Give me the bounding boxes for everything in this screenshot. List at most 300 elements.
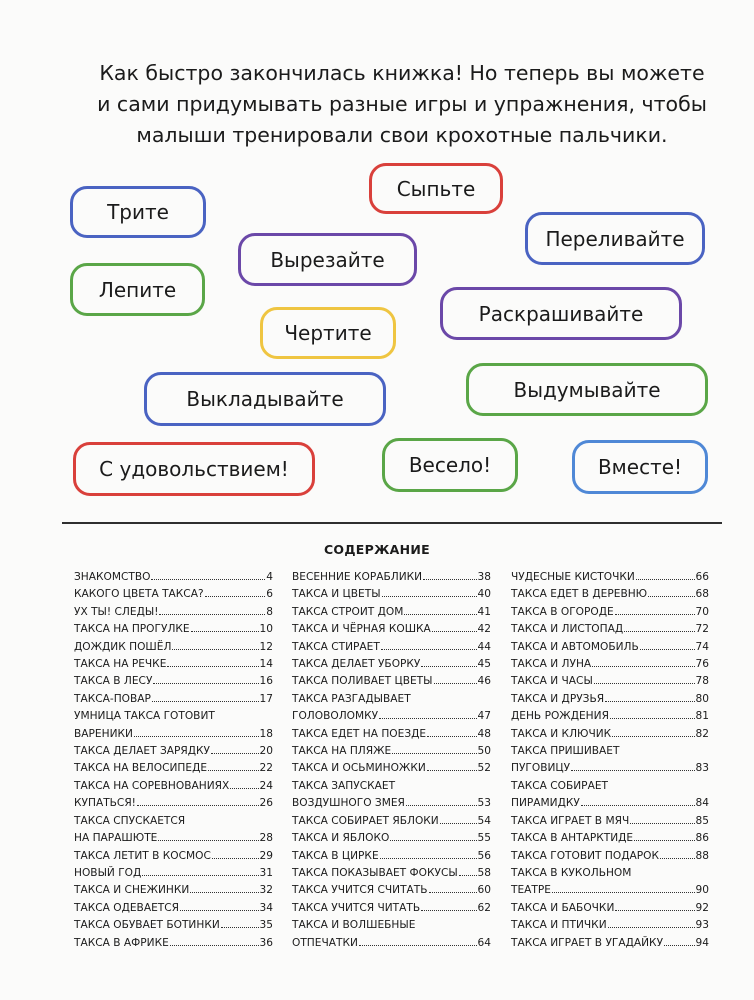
toc-page-number: 44 [477,640,491,653]
toc-entry [292,917,491,952]
toc-entry [292,726,491,743]
toc-entry-title: ТАКСА НА СОРЕВНОВАНИЯХ [74,779,230,792]
toc-entry-title: ТАКСА НА ВЕЛОСИПЕДЕ [74,762,208,775]
toc-leader-dots [648,596,694,597]
toc-entry [74,639,273,656]
intro-paragraph [62,58,742,151]
word-badge-chertite: Чертите [260,307,396,359]
toc-entry-line [74,917,273,934]
toc-entry [292,743,491,760]
toc-entry-title: УМНИЦА ТАКСА ГОТОВИТ [74,710,215,723]
toc-entry-line [511,813,709,830]
toc-page-number: 80 [695,692,709,705]
toc-entry [74,743,273,760]
toc-leader-dots [664,945,694,946]
toc-entry-line [511,569,709,586]
word-badge-sypte: Сыпьте [369,163,503,214]
toc-entry-line [292,586,491,603]
toc-entry [292,673,491,690]
toc-leader-dots [459,875,477,876]
toc-leader-dots [429,892,477,893]
toc-entry-title: ТАКСА И ЧЁРНАЯ КОШКА [292,623,431,636]
toc-entry-line [292,691,491,708]
toc-entry-title: ТАКСА ЛЕТИТ В КОСМОС [74,849,211,862]
toc-entry-title: ТАКСА ДЕЛАЕТ ЗАРЯДКУ [74,745,211,758]
toc-leader-dots [170,945,259,946]
toc-leader-dots [158,840,258,841]
toc-entry-title: ТАКСА СПУСКАЕТСЯ [74,814,186,827]
toc-entry-line [74,813,273,830]
toc-entry-line [74,795,273,812]
toc-entry [74,778,273,795]
toc-entry-line [74,900,273,917]
toc-entry-title: ТАКСА И ЛИСТОПАД [511,623,624,636]
toc-entry-line [511,639,709,656]
toc-page-number: 53 [477,797,491,810]
toc-entry-title: НОВЫЙ ГОД [74,866,142,879]
toc-entry-title: ТАКСА И ЛУНА [511,658,592,671]
toc-leader-dots [172,649,258,650]
toc-page-number: 90 [695,884,709,897]
toc-entry [511,691,709,708]
toc-entry-line [292,795,491,812]
toc-entry-title: ПУГОВИЦУ [511,762,571,775]
toc-entry-line [511,743,709,760]
toc-entry-line [74,586,273,603]
toc-entry-line [292,848,491,865]
toc-leader-dots [427,736,476,737]
toc-page-number: 47 [477,710,491,723]
toc-entry-line [74,726,273,743]
toc-leader-dots [379,718,476,719]
toc-entry-line [292,673,491,690]
toc-page-number: 8 [266,605,273,618]
word-badge-vykladyvayte: Выкладывайте [144,372,386,426]
toc-entry [511,778,709,813]
toc-page-number: 58 [477,866,491,879]
toc-page-number: 78 [695,675,709,688]
toc-entry-line [511,708,709,725]
toc-page-number: 35 [259,919,273,932]
toc-entry-line [292,830,491,847]
toc-leader-dots [180,910,259,911]
toc-entry-title: ТАКСА И ПТИЧКИ [511,919,607,932]
toc-entry [74,760,273,777]
toc-entry-line [74,778,273,795]
toc-page-number: 41 [477,605,491,618]
toc-leader-dots [421,910,476,911]
toc-page-number: 94 [695,936,709,949]
toc-entry [74,900,273,917]
toc-page-number: 50 [477,745,491,758]
toc-leader-dots [208,770,258,771]
toc-entry-line [292,656,491,673]
toc-entry-line [511,778,709,795]
toc-entry [292,691,491,726]
toc-page-number: 38 [477,571,491,583]
toc-leader-dots [137,805,259,806]
toc-entry-line [74,569,273,586]
toc-entry [511,830,709,847]
toc-page-number: 81 [695,710,709,723]
toc-entry [74,586,273,603]
toc-entry-title: ОТПЕЧАТКИ [292,936,358,949]
toc-entry [74,935,273,952]
toc-page-number: 17 [259,692,273,705]
toc-page-number: 93 [695,919,709,932]
toc-entry-title: ЧУДЕСНЫЕ КИСТОЧКИ [511,571,635,583]
toc-entry-line [511,726,709,743]
word-badge-veselo: Весело! [382,438,518,492]
word-badge-lepite: Лепите [70,263,205,316]
toc-entry-line [74,604,273,621]
toc-entry-title: ТАКСА И ЧАСЫ [511,675,593,688]
toc-entry-line [74,760,273,777]
toc-page-number: 82 [695,727,709,740]
word-badge-vyrezayte: Вырезайте [238,233,417,286]
toc-entry-line [511,586,709,603]
toc-page-number: 85 [695,814,709,827]
toc-entry [74,917,273,934]
toc-entry-title: ТАКСА СОБИРАЕТ [511,779,608,792]
toc-page-number: 10 [259,623,273,636]
toc-leader-dots [205,596,266,597]
toc-entry-title: ТАКСА ОБУВАЕТ БОТИНКИ [74,919,220,932]
toc-leader-dots [615,614,695,615]
toc-page-number: 83 [695,762,709,775]
toc-entry [74,865,273,882]
toc-leader-dots [421,666,476,667]
toc-leader-dots [406,805,477,806]
toc-entry-title: ТАКСА В ЦИРКЕ [292,849,379,862]
toc-entry-title: ТАКСА И СНЕЖИНКИ [74,884,190,897]
toc-entry [292,639,491,656]
toc-entry-line [292,639,491,656]
toc-entry-title: ТАКСА СТИРАЕТ [292,640,380,653]
toc-leader-dots [640,649,695,650]
toc-entry-line [292,743,491,760]
toc-entry [292,604,491,621]
toc-entry-title: ТАКСА УЧИТСЯ ЧИТАТЬ [292,901,421,914]
toc-entry [74,882,273,899]
toc-entry-title: ТАКСА ДЕЛАЕТ УБОРКУ [292,658,421,671]
toc-entry [292,865,491,882]
toc-entry-title: ТАКСА НА РЕЧКЕ [74,658,167,671]
toc-entry [74,673,273,690]
toc-entry [292,882,491,899]
toc-leader-dots [211,753,259,754]
toc-entry-line [292,917,491,934]
toc-entry [511,621,709,638]
toc-entry [511,726,709,743]
toc-page-number: 28 [259,832,273,845]
toc-entry-line [511,621,709,638]
toc-entry-title: ТАКСА В ЛЕСУ [74,675,153,688]
toc-entry-title: ТАКСА ЕДЕТ В ДЕРЕВНЮ [511,588,648,601]
toc-entry-line [511,656,709,673]
toc-entry [292,900,491,917]
toc-entry [511,900,709,917]
toc-leader-dots [212,858,259,859]
toc-leader-dots [594,683,695,684]
toc-entry-line [511,673,709,690]
toc-page-number: 42 [477,623,491,636]
toc-entry-title: ТАКСА УЧИТСЯ СЧИТАТЬ [292,884,428,897]
toc-entry-line [292,760,491,777]
toc-entry-title: ТАКСА ГОТОВИТ ПОДАРОК [511,849,659,862]
toc-entry [74,848,273,865]
intro-line-3: малыши тренировали свои крохотные пальчики. [136,123,668,147]
toc-entry-title: ВЕСЕННИЕ КОРАБЛИКИ [292,571,423,583]
toc-entry [511,569,709,586]
toc-entry-title: ТАКСА ОДЕВАЕТСЯ [74,901,179,914]
toc-page-number: 70 [695,605,709,618]
toc-entry-title: ТАКСА И АВТОМОБИЛЬ [511,640,639,653]
toc-entry-line [511,795,709,812]
toc-column-3 [511,569,709,952]
toc-page-number: 16 [259,675,273,688]
toc-entry [74,569,273,586]
toc-entry-title: ТАКСА СОБИРАЕТ ЯБЛОКИ [292,814,439,827]
toc-entry-title: ВОЗДУШНОГО ЗМЕЯ [292,797,405,810]
toc-entry-title: ТАКСА И ОСЬМИНОЖКИ [292,762,426,775]
toc-leader-dots [630,823,694,824]
toc-title: СОДЕРЖАНИЕ [323,542,431,557]
toc-leader-dots [152,701,259,702]
word-badge-perelivayte: Переливайте [525,212,705,265]
word-badge-raskrashivayte: Раскрашивайте [440,287,682,340]
toc-entry-line [292,569,491,586]
toc-entry-title: ТАКСА И ЦВЕТЫ [292,588,381,601]
toc-page-number: 60 [477,884,491,897]
toc-page-number: 45 [477,658,491,671]
toc-entry-title: ТАКСА И ВОЛШЕБНЫЕ [292,919,416,932]
toc-entry-line [74,848,273,865]
toc-entry-title: ТАКСА ЕДЕТ НА ПОЕЗДЕ [292,727,427,740]
toc-entry-line [511,604,709,621]
toc-entry-title: ТАКСА В ОГОРОДЕ [511,605,614,618]
toc-page-number: 52 [477,762,491,775]
toc-entry-title: ДЕНЬ РОЖДЕНИЯ [511,710,609,723]
toc-entry [74,604,273,621]
toc-entry-title: ТЕАТРЕ [511,884,551,897]
toc-entry [292,621,491,638]
toc-leader-dots [440,823,477,824]
toc-page-number: 12 [259,640,273,653]
toc-entry [511,743,709,778]
toc-leader-dots [552,892,695,893]
toc-leader-dots [615,910,694,911]
toc-leader-dots [134,736,259,737]
toc-page-number: 40 [477,588,491,601]
toc-leader-dots [423,579,476,580]
toc-entry-line [292,935,491,952]
toc-page-number: 46 [477,675,491,688]
toc-page-number: 68 [695,588,709,601]
toc-entry-line [74,882,273,899]
toc-entry-line [292,900,491,917]
toc-entry-title: ТАКСА И ЯБЛОКО [292,832,390,845]
toc-entry [511,586,709,603]
toc-entry [511,848,709,865]
toc-page-number: 55 [477,832,491,845]
toc-page-number: 4 [266,571,273,583]
toc-entry-title: ТАКСА ПОКАЗЫВАЕТ ФОКУСЫ [292,866,458,879]
toc-entry-line [74,656,273,673]
intro-line-2: и сами придумывать разные игры и упражнения, чтобы [97,92,707,116]
toc-leader-dots [392,753,476,754]
toc-entry [511,604,709,621]
toc-page-number: 22 [259,762,273,775]
toc-page-number: 86 [695,832,709,845]
toc-column-2 [292,569,491,952]
toc-entry-line [74,743,273,760]
toc-leader-dots [390,840,476,841]
toc-entry-line [74,673,273,690]
toc-leader-dots [605,701,694,702]
toc-entry [511,656,709,673]
toc-page-number: 32 [259,884,273,897]
toc-page-number: 20 [259,745,273,758]
toc-entry-title: ТАКСА СТРОИТ ДОМ [292,605,404,618]
word-badge-trite: Трите [70,186,206,238]
toc-page-number: 64 [477,936,491,949]
toc-entry-line [292,882,491,899]
toc-leader-dots [432,631,477,632]
toc-entry-title: ТАКСА РАЗГАДЫВАЕТ [292,692,411,705]
toc-entry-line [511,691,709,708]
intro-line-1: Как быстро закончилась книжка! Но теперь вы можете [99,61,705,85]
toc-entry-title: НА ПАРАШЮТЕ [74,832,158,845]
toc-entry-title: ТАКСА ЗАПУСКАЕТ [292,779,396,792]
toc-leader-dots [191,631,259,632]
toc-entry-line [74,621,273,638]
toc-leader-dots [634,840,694,841]
toc-leader-dots [660,858,695,859]
toc-entry-title: ТАКСА И КЛЮЧИК [511,727,612,740]
toc-entry-line [511,865,709,882]
toc-leader-dots [151,579,265,580]
toc-page-number: 26 [259,797,273,810]
toc-entry-title: ТАКСА ИГРАЕТ В УГАДАЙКУ [511,936,664,949]
toc-entry [74,656,273,673]
toc-entry-title: КУПАТЬСЯ! [74,797,136,810]
toc-entry-line [74,691,273,708]
toc-leader-dots [221,927,259,928]
toc-entry-title: ТАКСА-ПОВАР [74,692,151,705]
toc-entry [74,708,273,743]
toc-entry-line [292,778,491,795]
toc-entry-title: ТАКСА В АФРИКЕ [74,936,169,949]
toc-entry-title: ТАКСА НА ПЛЯЖЕ [292,745,392,758]
section-divider [62,522,722,524]
toc-page-number: 54 [477,814,491,827]
toc-leader-dots [190,892,258,893]
toc-entry [511,917,709,934]
toc-leader-dots [230,788,258,789]
toc-leader-dots [608,927,695,928]
toc-leader-dots [636,579,695,580]
toc-entry-line [511,848,709,865]
toc-leader-dots [434,683,477,684]
toc-entry-line [511,882,709,899]
toc-page-number: 76 [695,658,709,671]
toc-page-number: 74 [695,640,709,653]
toc-page-number: 34 [259,901,273,914]
toc-entry [511,639,709,656]
toc-entry-title: КАКОГО ЦВЕТА ТАКСА? [74,588,204,601]
toc-leader-dots [382,596,477,597]
toc-leader-dots [380,858,477,859]
toc-page-number: 31 [259,866,273,879]
toc-leader-dots [404,614,476,615]
toc-entry-title: ЗНАКОМСТВО [74,571,151,583]
toc-entry-line [511,935,709,952]
toc-leader-dots [612,736,694,737]
toc-entry [511,865,709,900]
toc-entry [292,830,491,847]
toc-page-number: 92 [695,901,709,914]
toc-entry [74,691,273,708]
toc-entry-title: ТАКСА ИГРАЕТ В МЯЧ [511,814,630,827]
toc-entry-title: ПИРАМИДКУ [511,797,580,810]
toc-page-number: 66 [695,571,709,583]
toc-entry [511,813,709,830]
toc-entry [292,813,491,830]
toc-entry-line [74,639,273,656]
toc-entry-title: ТАКСА В КУКОЛЬНОМ [511,866,632,879]
toc-entry [292,586,491,603]
toc-entry-line [292,726,491,743]
toc-entry-line [511,900,709,917]
toc-entry [292,848,491,865]
toc-entry [74,813,273,848]
toc-leader-dots [427,770,477,771]
toc-page-number: 72 [695,623,709,636]
toc-page-number: 88 [695,849,709,862]
toc-entry-title: ТАКСА И БАБОЧКИ [511,901,615,914]
toc-leader-dots [610,718,695,719]
toc-entry-line [292,604,491,621]
toc-entry [74,795,273,812]
toc-entry-line [511,760,709,777]
toc-page-number: 29 [259,849,273,862]
toc-page-number: 56 [477,849,491,862]
toc-leader-dots [153,683,258,684]
word-badge-vmeste: Вместе! [572,440,708,494]
toc-entry-title: ГОЛОВОЛОМКУ [292,710,379,723]
toc-page-number: 36 [259,936,273,949]
toc-entry-title: ТАКСА НА ПРОГУЛКЕ [74,623,190,636]
toc-leader-dots [592,666,694,667]
toc-entry-line [74,708,273,725]
toc-entry-title: ТАКСА ПРИШИВАЕТ [511,745,620,758]
toc-page-number: 14 [259,658,273,671]
toc-page-number: 24 [259,779,273,792]
toc-leader-dots [167,666,258,667]
toc-column-1 [74,569,273,952]
toc-leader-dots [581,805,695,806]
toc-entry [511,673,709,690]
toc-leader-dots [159,614,265,615]
toc-entry [74,621,273,638]
toc-entry-title: ТАКСА ПОЛИВАЕТ ЦВЕТЫ [292,675,433,688]
toc-entry-title: ТАКСА В АНТАРКТИДЕ [511,832,634,845]
toc-entry-title: ТАКСА И ДРУЗЬЯ [511,692,605,705]
toc-entry [511,935,709,952]
toc-page-number: 6 [266,588,273,601]
word-badge-vydumyvayte: Выдумывайте [466,363,708,416]
